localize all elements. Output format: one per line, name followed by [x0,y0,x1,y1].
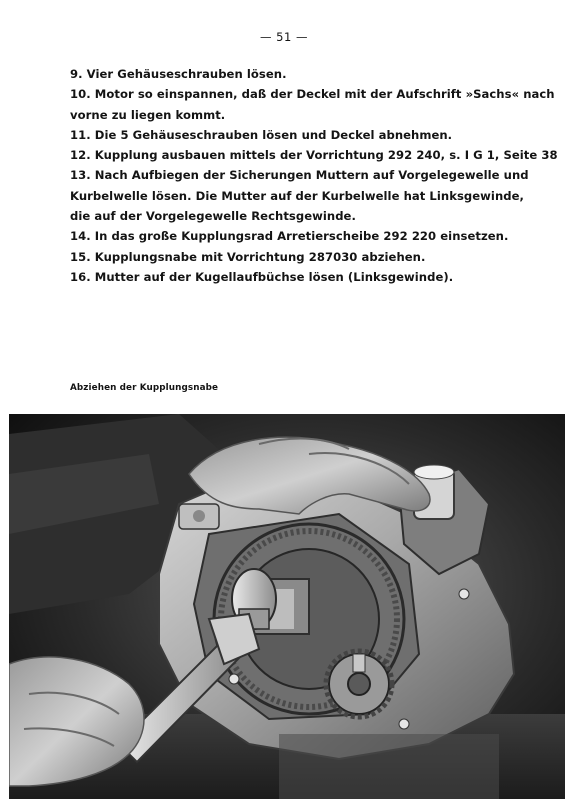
step-16 [70,267,490,287]
step-9-line-1: 9. Vier Gehäuseschrauben lösen. [70,67,287,81]
step-11-line-1: 11. Die 5 Gehäuseschrauben lösen und Deckel abnehmen. [70,127,453,142]
step-10-line-1: 10. Motor so einspannen, daß der Deckel mit der Aufschrift »Sachs« nach [70,87,555,102]
step-15 [70,247,490,267]
step-12 [70,145,558,165]
step-10-line-2: vorne zu liegen kommt. [70,107,226,122]
instruction-list [70,64,558,287]
engine-photo [9,414,565,799]
step-13-line-2: Kurbelwelle lösen. Die Mutter auf der Kurbelwelle hat Linksgewinde, [70,188,524,203]
engine-photo-illustration [9,414,565,799]
step-13-line-1: 13. Nach Aufbiegen der Sicherungen Muttern auf Vorgelegewelle und [70,168,529,183]
step-15-line-1: 15. Kupplungsnabe mit Vorrichtung 287030 abziehen. [70,249,426,264]
step-10 [70,84,555,125]
step-14 [70,226,509,246]
step-11 [70,125,490,145]
vise-block [279,734,499,799]
engine-housing [159,465,514,759]
step-13 [70,165,529,226]
step-12-line-1: 12. Kupplung ausbauen mittels der Vorrichtung 292 240, s. I G 1, Seite 38 [70,148,558,163]
step-9 [70,64,490,84]
step-14-line-1: 14. In das große Kupplungsrad Arretierscheibe 292 220 einsetzen. [70,229,509,244]
figure-caption: Abziehen der Kupplungsnabe [70,383,219,393]
step-13-line-3: die auf der Vorgelegewelle Rechtsgewinde. [70,209,356,224]
page-number: — 51 — [260,30,308,44]
step-16-line-1: 16. Mutter auf der Kugellaufbüchse lösen (Linksgewinde). [70,269,454,284]
